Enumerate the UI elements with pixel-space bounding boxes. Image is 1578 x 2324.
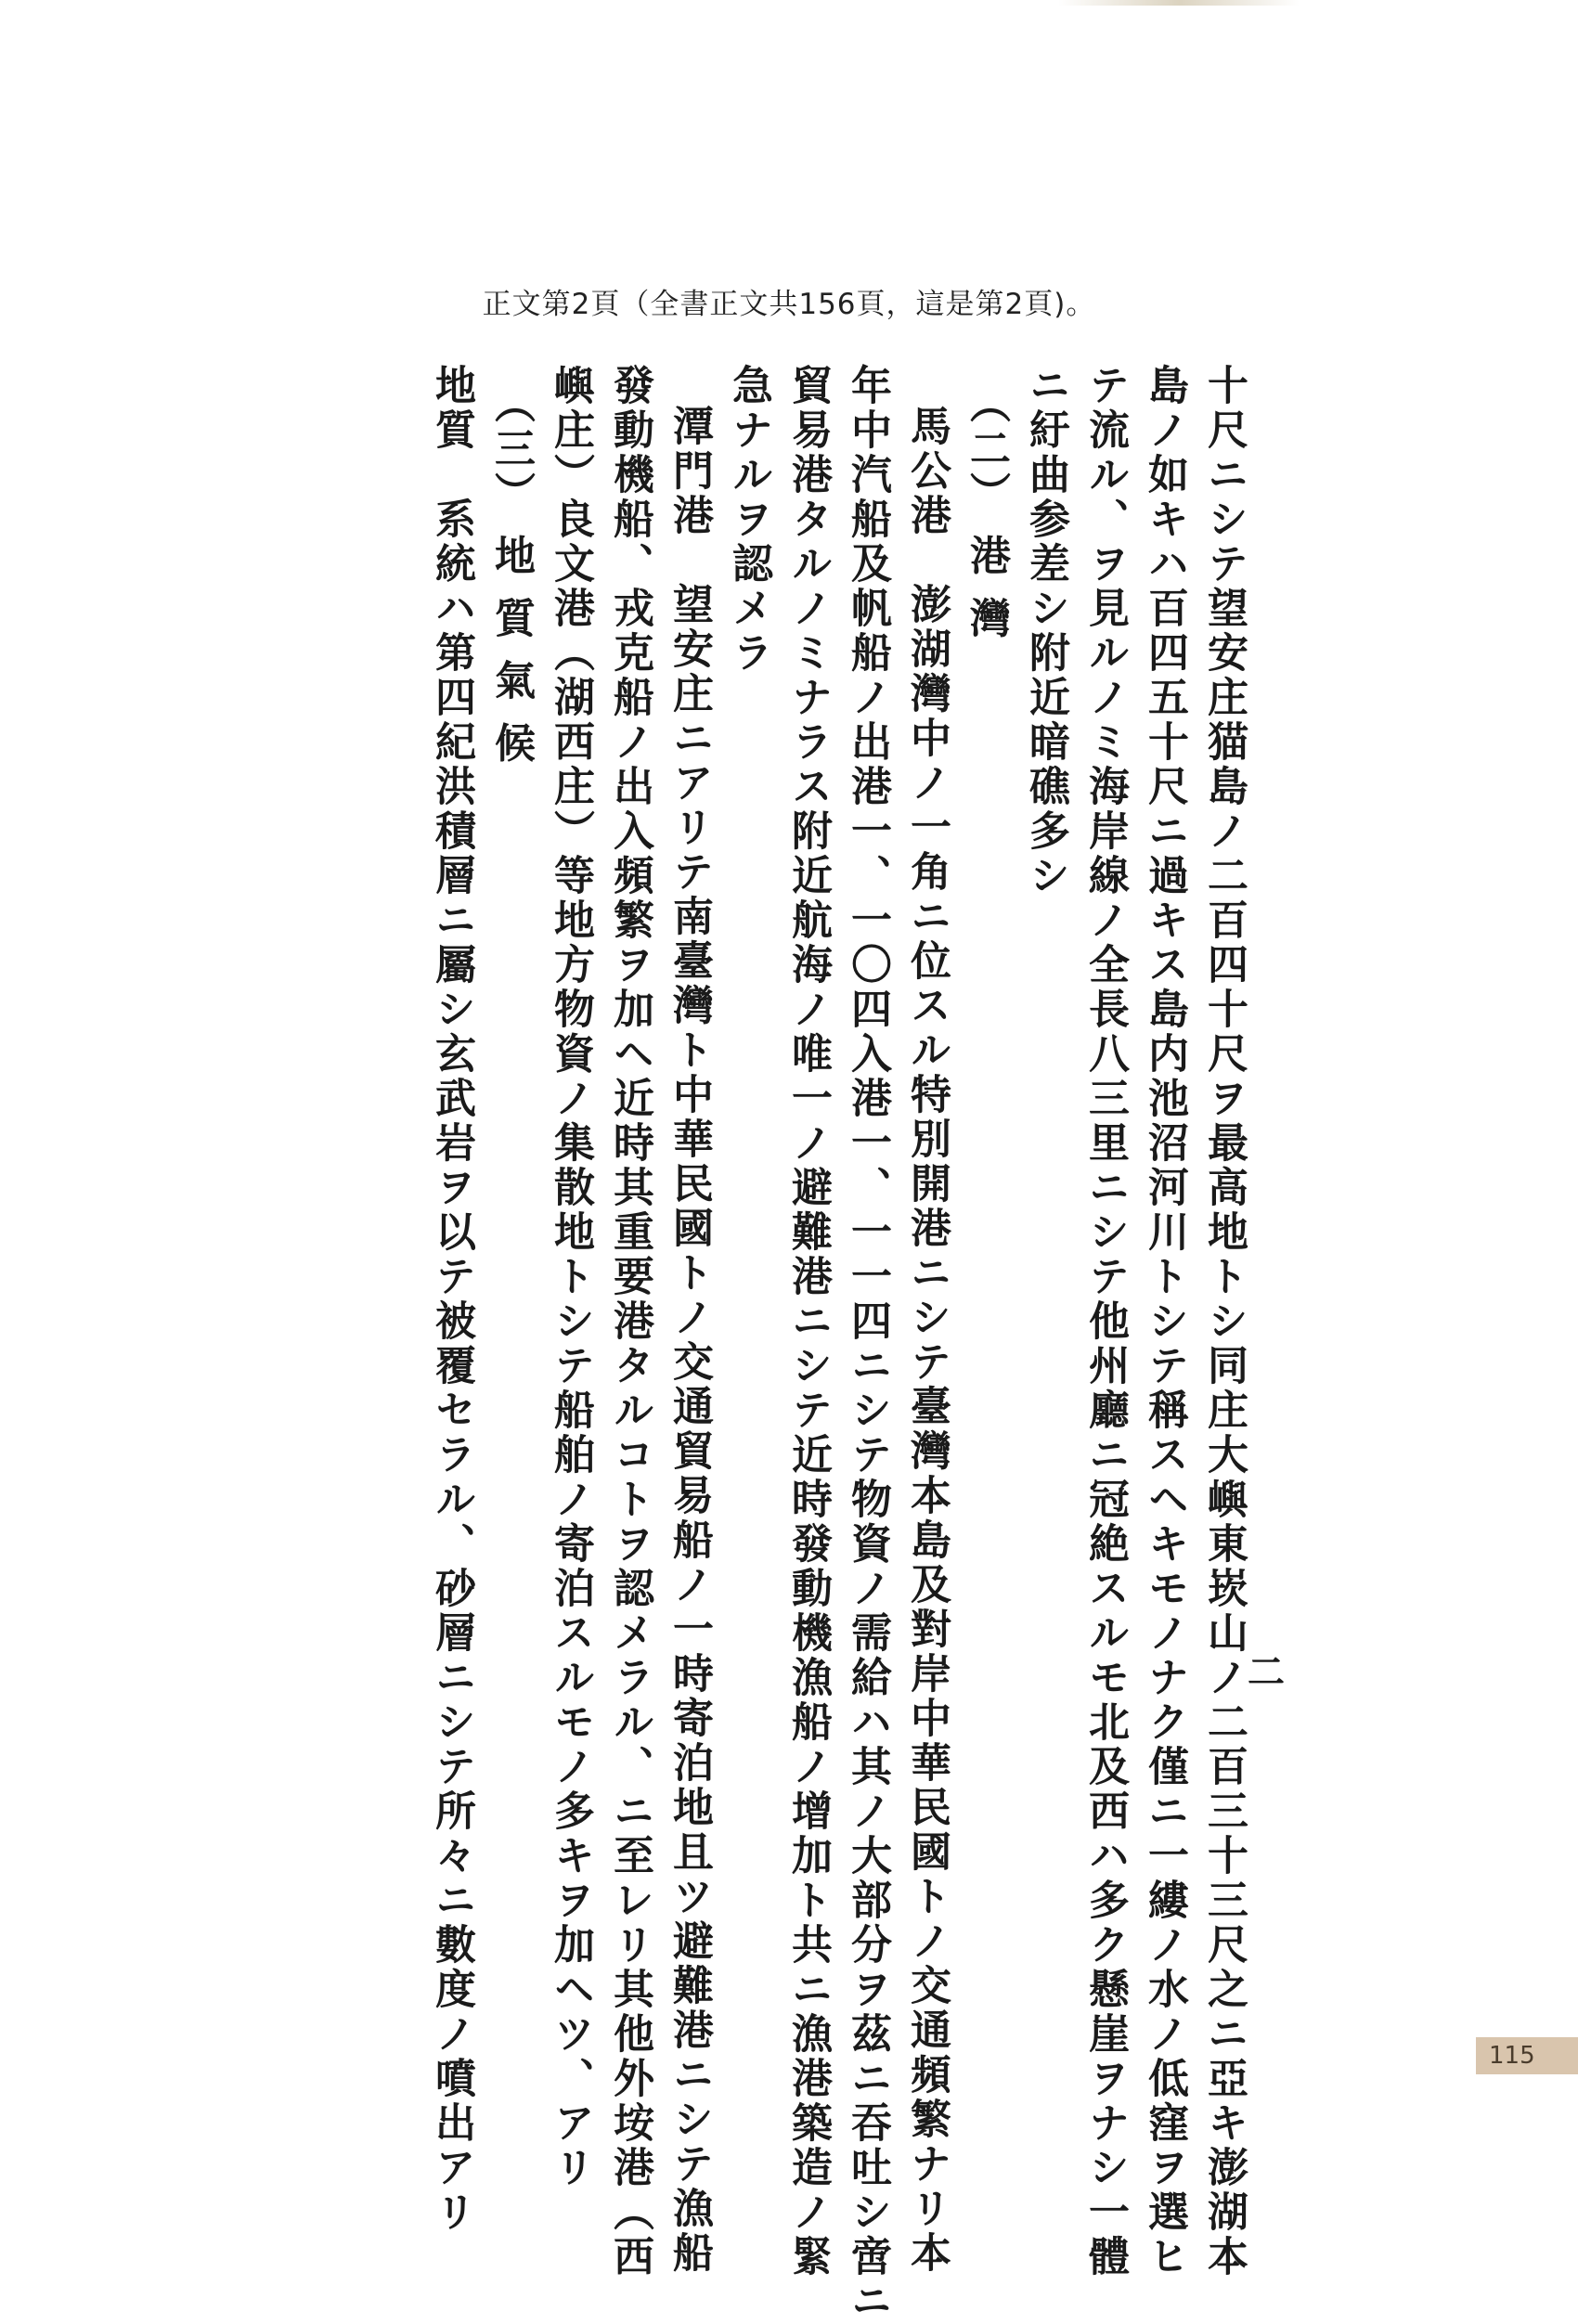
text-column-makung-1: 馬公港 澎湖灣中ノ一角ニ位スル特別開港ニシテ臺灣本島及對岸中華民國トノ交通頻繁ナリ本 [903, 405, 951, 2276]
header-note: 正文第2頁（全書正文共156頁，這是第2頁)。 [482, 288, 1096, 321]
text-column-1: 十尺ニシテ望安庄猫島ノ二百四十尺ヲ最高地トシ同庄大嶼東崁山ノ二百三十三尺之ニ亞キ澎湖本 [1200, 364, 1248, 2279]
text-column-makung-4: 急ナルヲ認メラ [725, 364, 772, 676]
scan-edge-mark [1058, 0, 1300, 6]
text-column-tanmen-2: 發動機船、戎克船ノ出入頻繁ヲ加ヘ近時其重要港タルコトヲ認メラル、ニ至レリ其他外垵港（西 [606, 364, 653, 2279]
text-column-3: テ流ル、ヲ見ルノミ海岸線ノ全長八三里ニシテ他州廳ニ冠絶スルモ北及西ハ多ク懸崖ヲナシ一體 [1081, 364, 1129, 2279]
page-number-japanese: 二 [1248, 1650, 1285, 1694]
text-column-4: ニ紆曲参差シ附近暗礁多シ [1022, 364, 1069, 898]
page-number-tab: 115 [1476, 2037, 1578, 2074]
text-column-tanmen-3: 嶼庄）良文港（湖西庄）等地方物資ノ集散地トシテ船舶ノ寄泊スルモノ多キヲ加ヘツ、アリ [547, 364, 594, 2190]
text-column-tanmen-1: 潭門港 望安庄ニアリテ南臺灣ト中華民國トノ交通貿易船ノ一時寄泊地且ツ避難港ニシテ漁船 [666, 405, 713, 2276]
text-column-2: 島ノ如キハ百四五十尺ニ過キス島内池沼河川トシテ稱スヘキモノナク僅ニ一縷ノ水ノ低窪ヲ選ヒ [1141, 364, 1188, 2279]
vertical-text-body [186, 364, 1253, 2324]
text-column-geology-1: 地質 系統ハ第四紀洪積層ニ屬シ玄武岩ヲ以テ被覆セラル、砂層ニシテ所々ニ數度ノ噴出アリ [428, 364, 475, 2235]
section-heading-harbors: （二） 港 灣 [963, 382, 1010, 641]
section-heading-geology-climate: （三） 地 質 氣 候 [487, 382, 535, 767]
text-column-makung-3: 貿易港タルノミナラス附近航海ノ唯一ノ避難港ニシテ近時發動機漁船ノ增加ト共ニ漁港築造ノ緊 [784, 364, 832, 2279]
text-column-makung-2: 年中汽船及帆船ノ出港一、一〇四入港一、一一四ニシテ物資ノ需給ハ其ノ大部分ヲ茲ニ吞吐シ啻ニ [844, 364, 891, 2324]
